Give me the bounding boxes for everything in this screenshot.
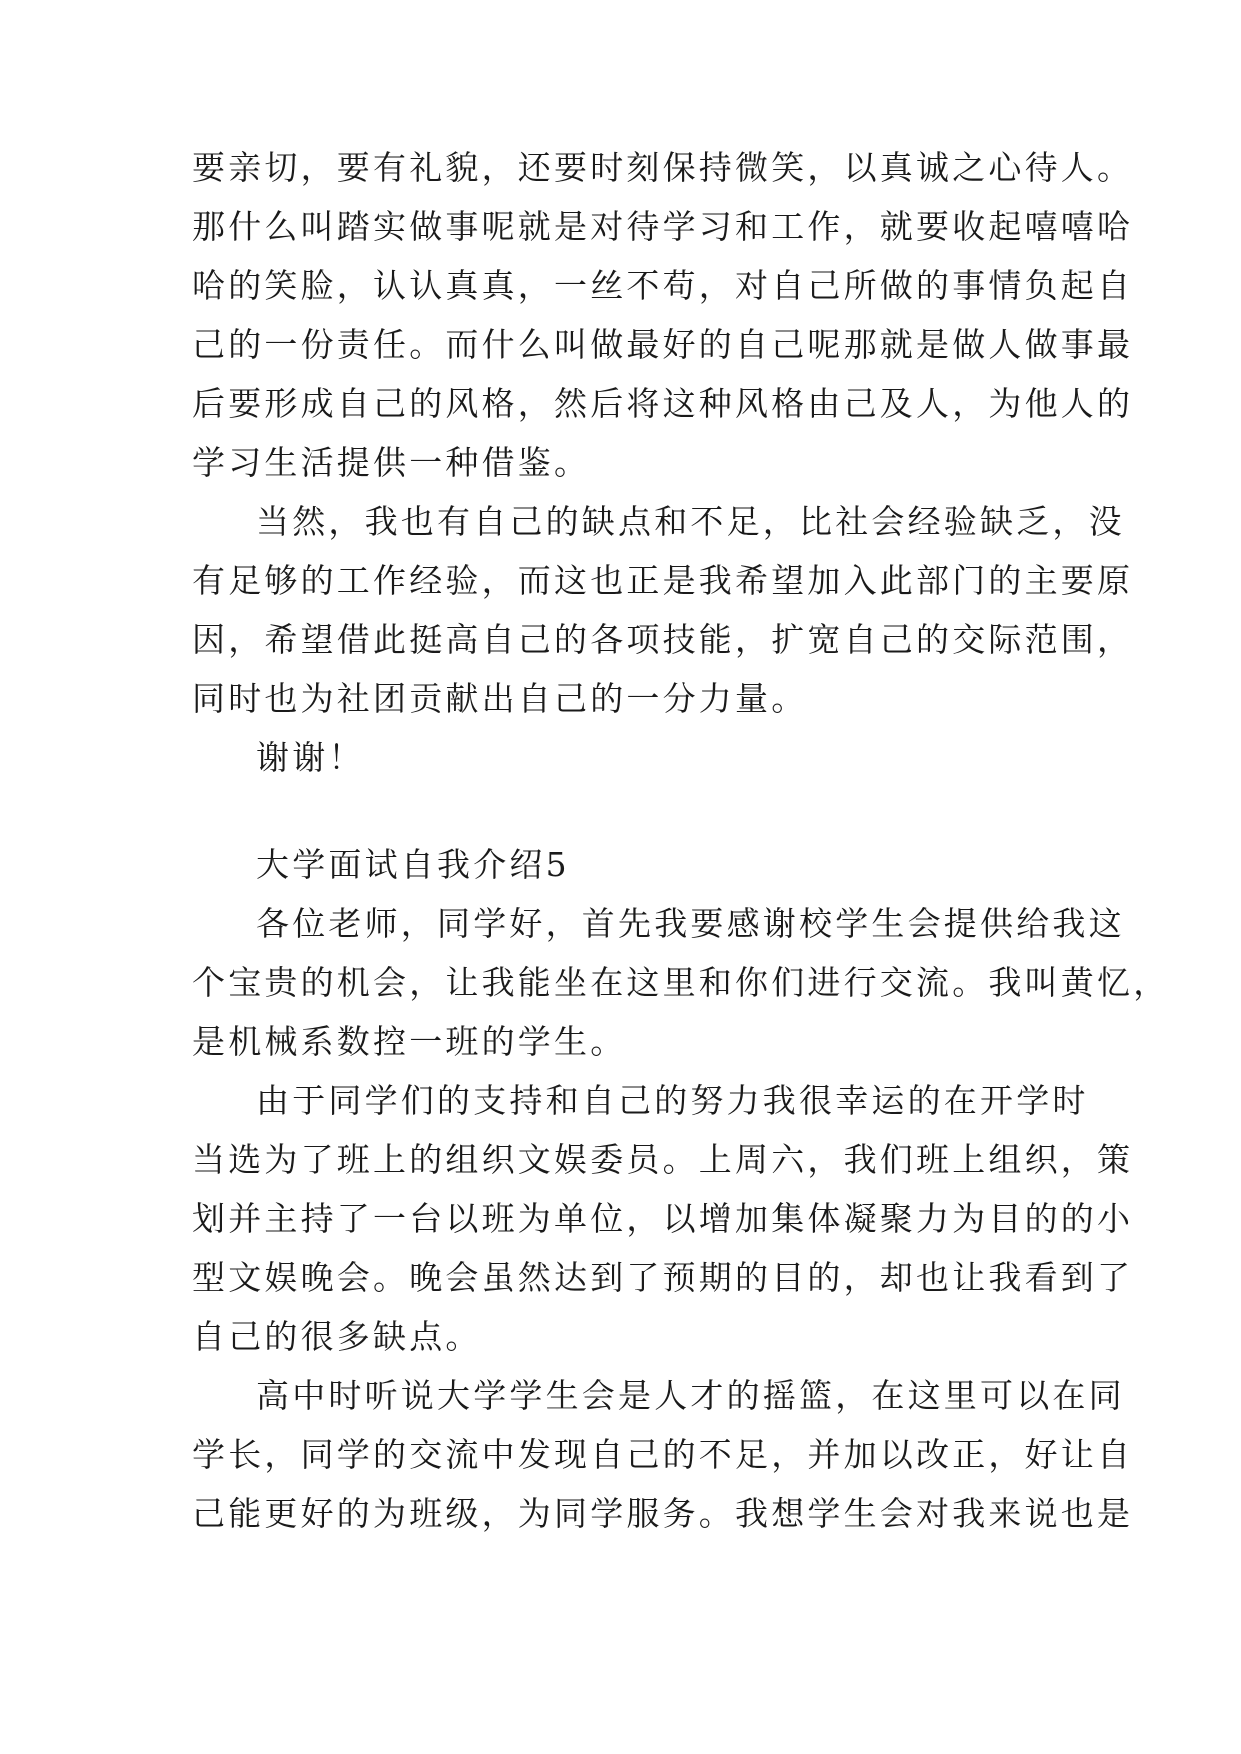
paragraph-line: 同时也为社团贡献出自己的一分力量。 xyxy=(192,679,808,718)
paragraph-line: 当选为了班上的组织文娱委员。上周六，我们班上组织，策 xyxy=(192,1140,1134,1179)
paragraph-line: 己能更好的为班级，为同学服务。我想学生会对我来说也是 xyxy=(192,1494,1134,1533)
paragraph-line: 型文娱晚会。晚会虽然达到了预期的目的，却也让我看到了 xyxy=(192,1258,1134,1297)
closing-line: 谢谢！ xyxy=(256,738,365,777)
paragraph-line: 要亲切，要有礼貌，还要时刻保持微笑，以真诚之心待人。 xyxy=(192,148,1134,187)
paragraph-line: 有足够的工作经验，而这也正是我希望加入此部门的主要原 xyxy=(192,561,1134,600)
section-heading: 大学面试自我介绍5 xyxy=(256,845,570,884)
paragraph-line: 哈的笑脸，认认真真，一丝不苟，对自己所做的事情负起自 xyxy=(192,266,1134,305)
paragraph-line: 高中时听说大学学生会是人才的摇篮，在这里可以在同 xyxy=(256,1376,1125,1415)
paragraph-line: 由于同学们的支持和自己的努力我很幸运的在开学时 xyxy=(256,1081,1089,1120)
paragraph-line: 划并主持了一台以班为单位，以增加集体凝聚力为目的的小 xyxy=(192,1199,1134,1238)
paragraph-line: 各位老师，同学好，首先我要感谢校学生会提供给我这 xyxy=(256,904,1125,943)
paragraph-line: 那什么叫踏实做事呢就是对待学习和工作，就要收起嘻嘻哈 xyxy=(192,207,1134,246)
paragraph-line: 因，希望借此挺高自己的各项技能，扩宽自己的交际范围， xyxy=(192,620,1134,659)
paragraph-line: 自己的很多缺点。 xyxy=(192,1317,482,1356)
paragraph-line: 当然，我也有自己的缺点和不足，比社会经验缺乏，没 xyxy=(256,502,1125,541)
paragraph-line: 后要形成自己的风格，然后将这种风格由己及人，为他人的 xyxy=(192,384,1134,423)
paragraph-line: 己的一份责任。而什么叫做最好的自己呢那就是做人做事最 xyxy=(192,325,1134,364)
paragraph-line: 学习生活提供一种借鉴。 xyxy=(192,443,591,482)
paragraph-line: 是机械系数控一班的学生。 xyxy=(192,1022,627,1061)
paragraph-line: 个宝贵的机会，让我能坐在这里和你们进行交流。我叫黄忆， xyxy=(192,963,1170,1002)
paragraph-line: 学长，同学的交流中发现自己的不足，并加以改正，好让自 xyxy=(192,1435,1134,1474)
